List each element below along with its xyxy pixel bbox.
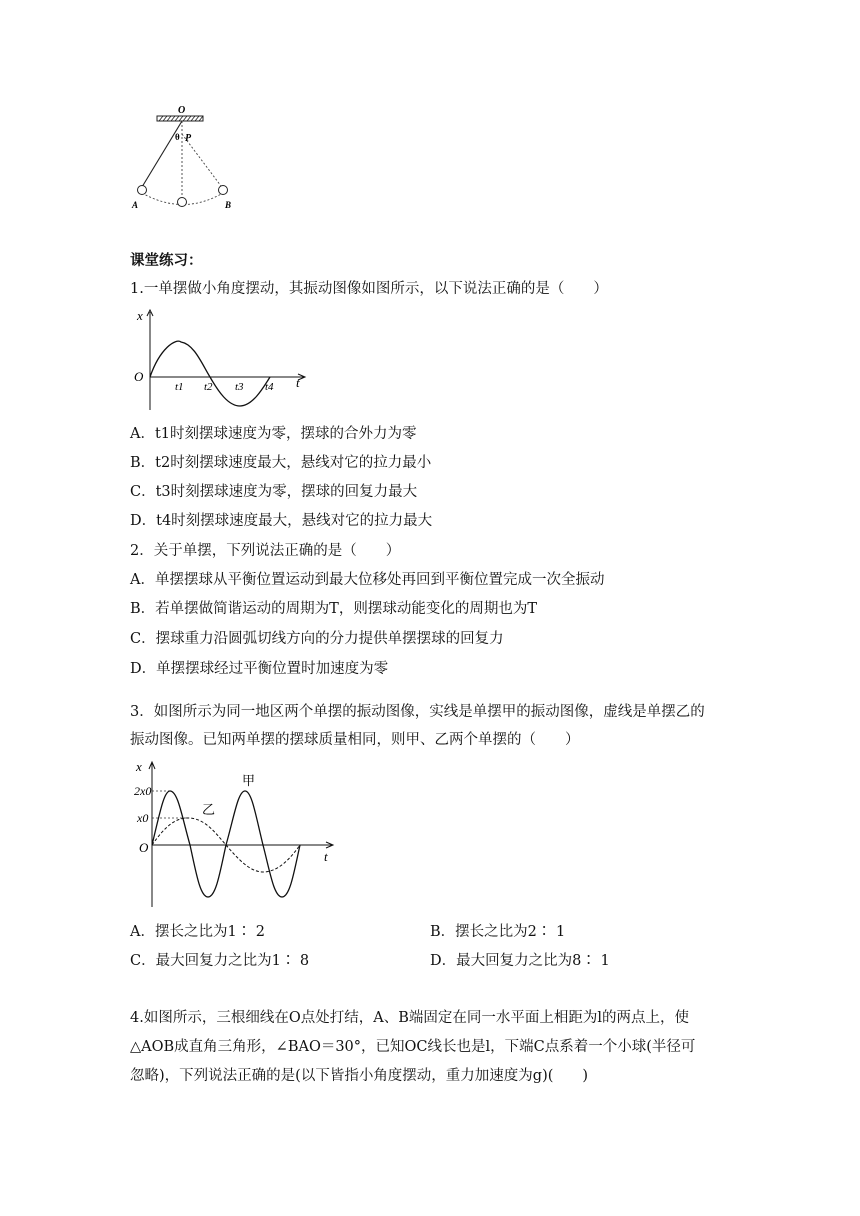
q3-stem-line1: 3．如图所示为同一地区两个单摆的振动图像，实线是单摆甲的振动图像，虚线是单摆乙的 xyxy=(130,704,705,720)
q4-stem-line1: 4.如图所示，三根细线在O点处打结，A、B端固定在同一水平面上相距为l的两点上，使 xyxy=(130,1010,689,1026)
q4-stem-line3: 忽略)，下列说法正确的是(以下皆指小角度摆动，重力加速度为g)( ) xyxy=(130,1068,589,1084)
label-a: A xyxy=(132,200,139,210)
q1-option-a: A．t1时刻摆球速度为零，摆球的合外力为零 xyxy=(130,426,417,442)
label-x0: x0 xyxy=(137,811,149,825)
q1-option-b: B．t2时刻摆球速度最大，悬线对它的拉力最小 xyxy=(130,455,432,471)
q1-option-c: C．t3时刻摆球速度为零，摆球的回复力最大 xyxy=(130,484,418,500)
q2-option-d: D．单摆摆球经过平衡位置时加速度为零 xyxy=(130,661,389,677)
tick-t4: t4 xyxy=(265,381,274,393)
label-o: O xyxy=(178,105,186,116)
q3-option-b: B．摆长之比为2∶ 1 xyxy=(430,924,566,940)
q3-option-d: D．最大回复力之比为8∶ 1 xyxy=(430,953,610,969)
label-jia: 甲 xyxy=(242,773,256,788)
q1-option-d: D．t4时刻摆球速度最大，悬线对它的拉力最大 xyxy=(130,513,433,529)
label-p: P xyxy=(185,133,192,144)
tick-t1: t1 xyxy=(175,381,184,393)
label-2x0: 2x0 xyxy=(134,784,152,798)
label-b: B xyxy=(225,200,232,210)
q2-stem: 2．关于单摆，下列说法正确的是（ ） xyxy=(130,543,401,559)
q2-option-b: B．若单摆做简谐运动的周期为T，则摆球动能变化的周期也为T xyxy=(130,601,537,617)
label-yi: 乙 xyxy=(202,802,216,817)
axis-x-label: x xyxy=(137,308,143,323)
origin-label: O xyxy=(139,840,149,855)
q2-option-c: C．摆球重力沿圆弧切线方向的分力提供单摆摆球的回复力 xyxy=(130,631,504,647)
q2-option-a: A．单摆摆球从平衡位置运动到最大位移处再回到平衡位置完成一次全振动 xyxy=(130,572,605,588)
q1-vibration-graph xyxy=(128,306,313,414)
q4-stem-line2: △AOB成直角三角形，∠BAO＝30°，已知OC线长也是l，下端C点系着一个小球(半径可 xyxy=(130,1039,696,1055)
axis-x-label: x xyxy=(136,759,142,774)
q1-stem: 1.一单摆做小角度摆动，其振动图像如图所示，以下说法正确的是（ ） xyxy=(130,281,608,297)
origin-label: O xyxy=(134,369,144,384)
q3-option-a: A．摆长之比为1∶ 2 xyxy=(130,924,266,940)
section-heading: 课堂练习： xyxy=(130,252,203,269)
q3-stem-line2: 振动图像。已知两单摆的摆球质量相同，则甲、乙两个单摆的（ ） xyxy=(130,732,580,748)
label-theta: θ xyxy=(175,132,180,142)
axis-t-label: t xyxy=(324,849,328,864)
tick-t2: t2 xyxy=(204,381,213,393)
pendulum-figure xyxy=(125,100,255,215)
q3-vibration-graph xyxy=(128,757,340,909)
axis-t-label: t xyxy=(296,375,300,390)
q3-option-c: C．最大回复力之比为1∶ 8 xyxy=(130,953,310,969)
tick-t3: t3 xyxy=(235,381,244,393)
